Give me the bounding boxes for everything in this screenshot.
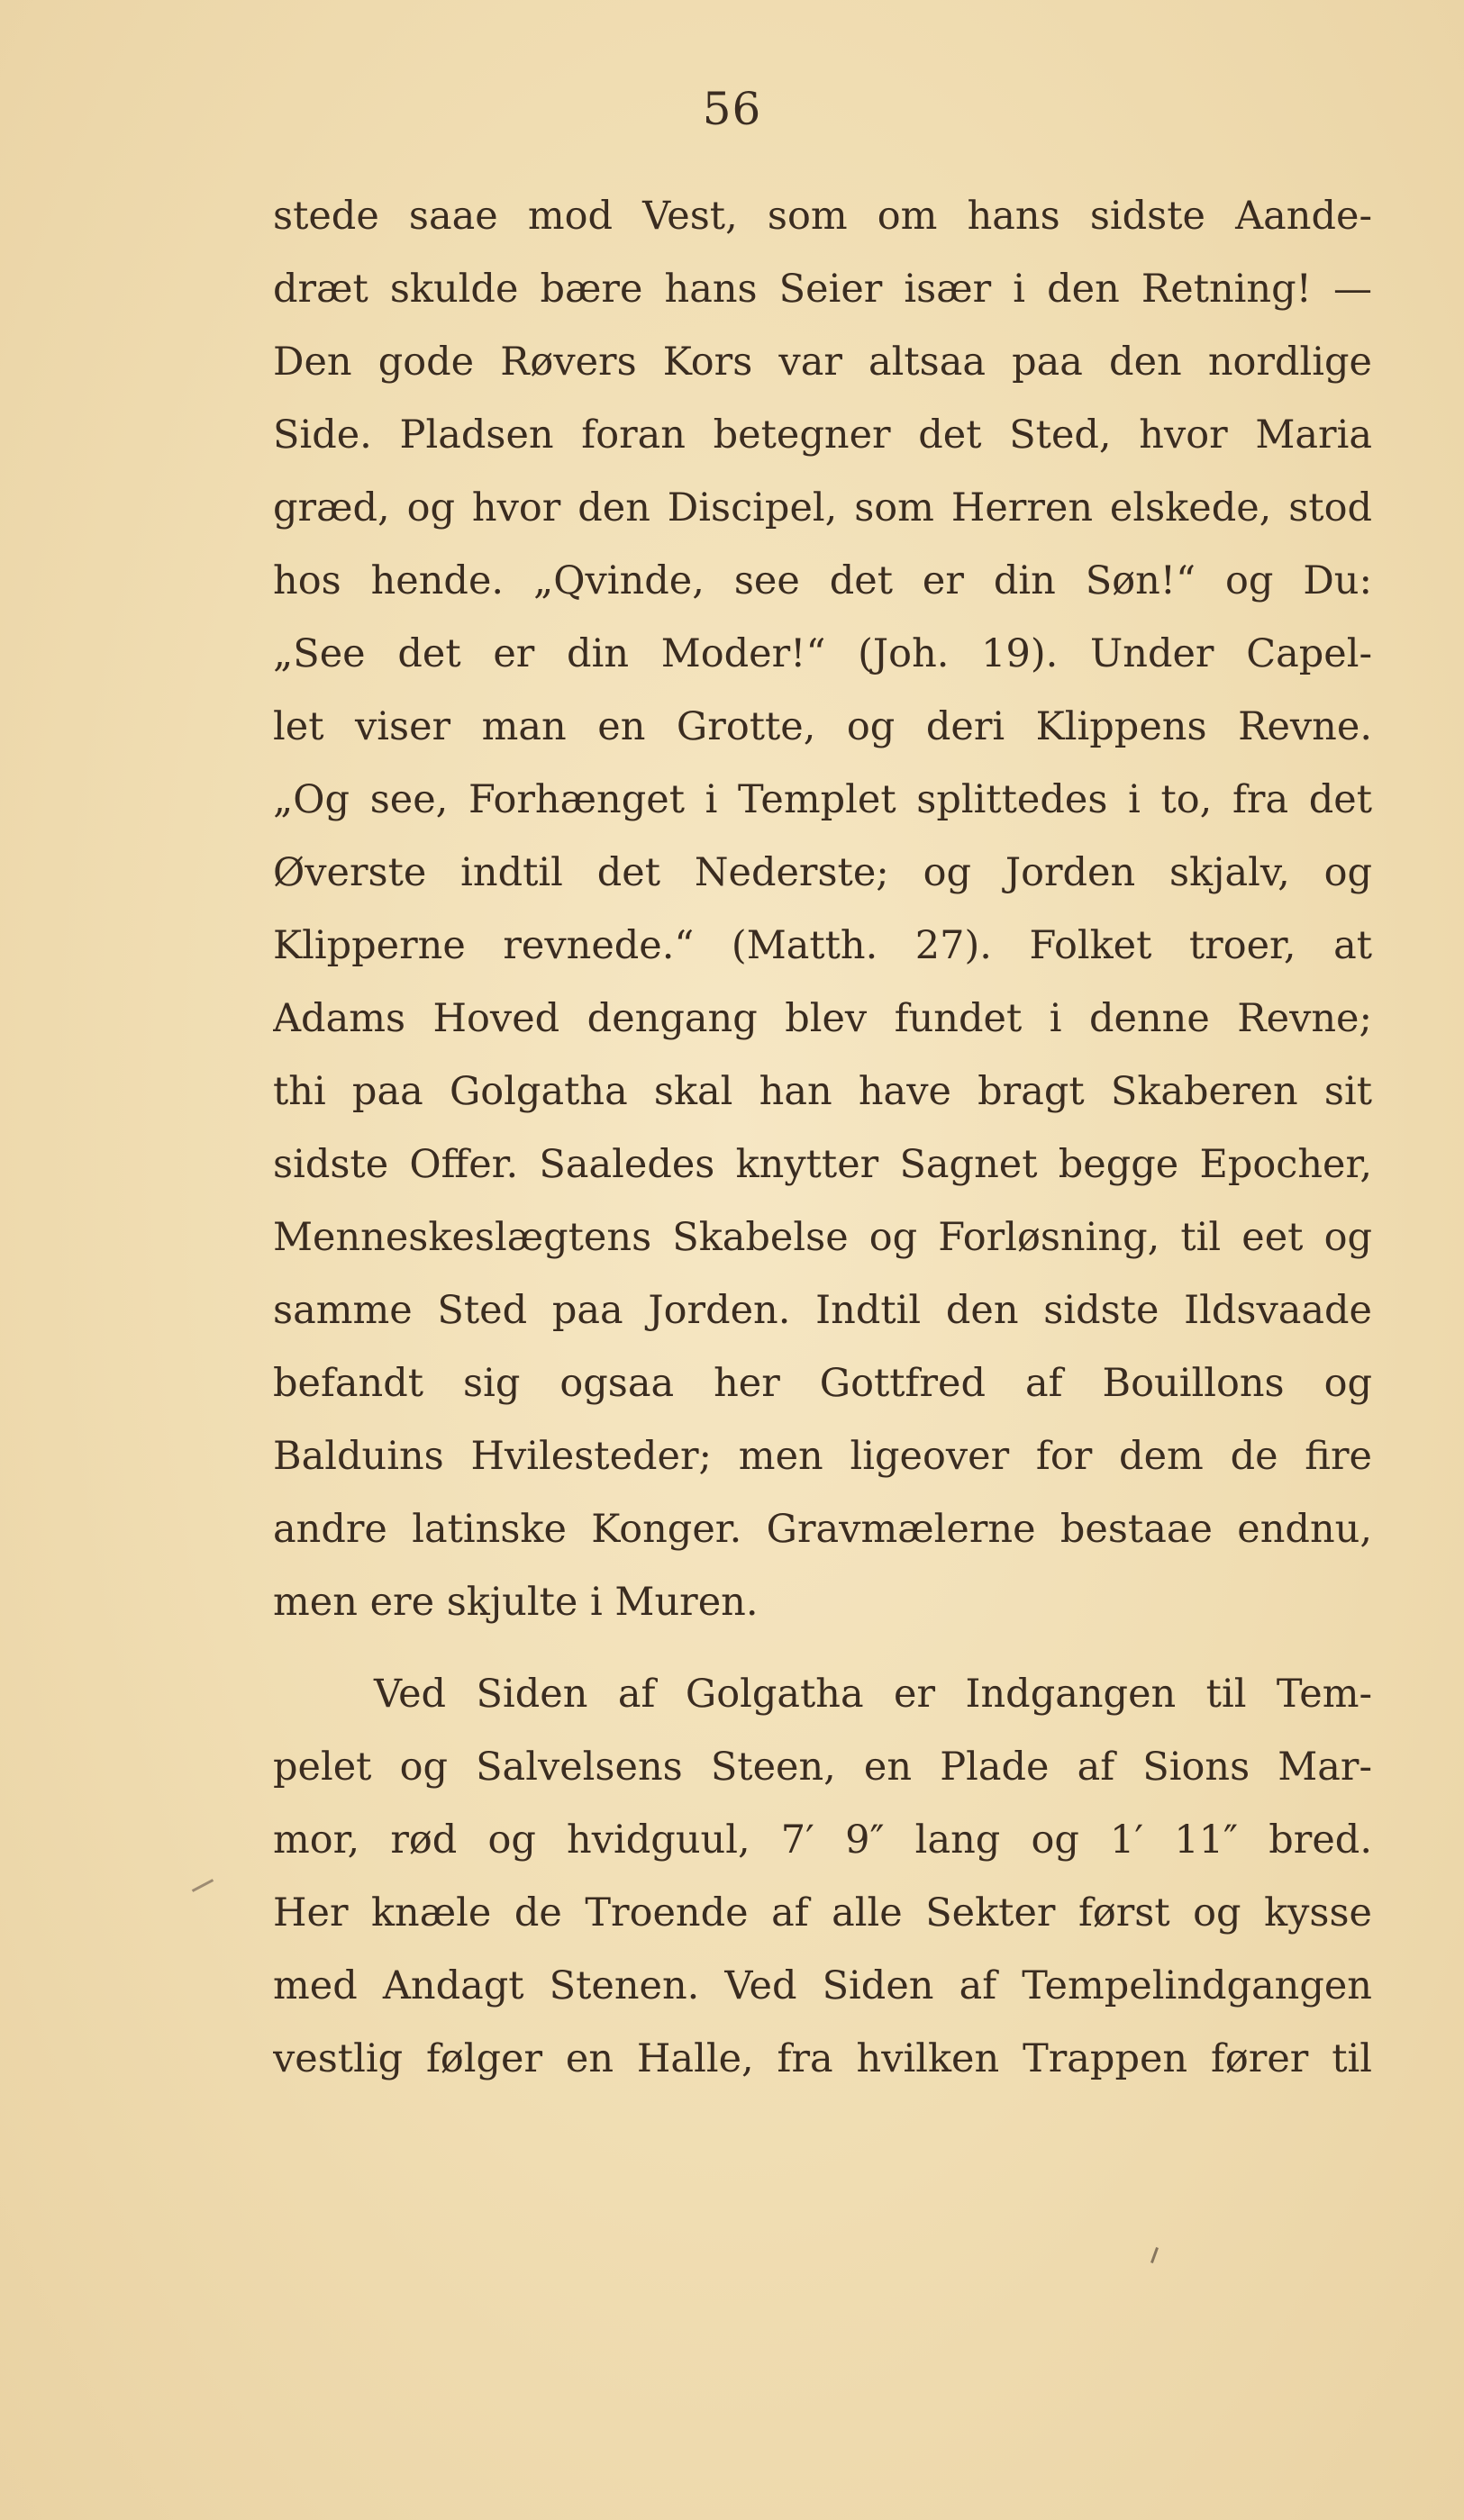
paragraph-gap xyxy=(273,1639,1372,1658)
text-line: Side. Pladsen foran betegner det Sted, hvor Maria xyxy=(273,412,1372,458)
text-line: Øverste indtil det Nederste; og Jorden skjalv, og xyxy=(273,850,1372,895)
text-line: Adams Hoved dengang blev fundet i denne Revne; xyxy=(273,996,1372,1041)
text-line: Ved Siden af Golgatha er Indgangen til Tem- xyxy=(374,1672,1372,1717)
text-line: græd, og hvor den Discipel, som Herren elskede, stod xyxy=(273,485,1372,530)
stray-ink-mark xyxy=(1150,2247,1159,2263)
text-line: dræt skulde bære hans Seier især i den Retning! — xyxy=(273,267,1372,312)
margin-pencil-mark xyxy=(192,1879,214,1892)
page-number: 56 xyxy=(702,83,762,135)
text-line: mor, rød og hvidguul, 7′ 9″ lang og 1′ 11″ bred. xyxy=(273,1817,1372,1863)
text-line: men ere skjulte i Muren. xyxy=(273,1580,759,1625)
text-line: andre latinske Konger. Gravmælerne bestaae endnu, xyxy=(273,1507,1372,1552)
text-line: Den gode Røvers Kors var altsaa paa den nordlige xyxy=(273,340,1372,385)
text-line: Her knæle de Troende af alle Sekter først og kysse xyxy=(273,1890,1372,1935)
text-line: let viser man en Grotte, og deri Klippens Revne. xyxy=(273,704,1372,749)
text-line: samme Sted paa Jorden. Indtil den sidste Ildsvaade xyxy=(273,1288,1372,1333)
text-line: hos hende. „Qvinde, see det er din Søn!“ og Du: xyxy=(273,558,1372,603)
text-line: vestlig følger en Halle, fra hvilken Trappen fører til xyxy=(273,2036,1372,2081)
text-line: „See det er din Moder!“ (Joh. 19). Under Capel- xyxy=(273,631,1372,676)
text-line: befandt sig ogsaa her Gottfred af Bouillons og xyxy=(273,1361,1372,1406)
text-line: Menneskeslægtens Skabelse og Forløsning, til eet og xyxy=(273,1215,1372,1260)
text-line: stede saae mod Vest, som om hans sidste Aande- xyxy=(273,194,1372,239)
text-line: thi paa Golgatha skal han have bragt Skaberen sit xyxy=(273,1069,1372,1114)
text-line: „Og see, Forhænget i Templet splittedes i to, fra det xyxy=(273,777,1372,822)
text-line: sidste Offer. Saaledes knytter Sagnet begge Epocher, xyxy=(273,1142,1372,1187)
text-line: med Andagt Stenen. Ved Siden af Tempelindgangen xyxy=(273,1963,1372,2008)
text-line: Klipperne revnede.“ (Matth. 27). Folket troer, at xyxy=(273,923,1372,968)
text-line: pelet og Salvelsens Steen, en Plade af Sions Mar- xyxy=(273,1745,1372,1790)
paragraph-1 xyxy=(273,180,1372,1639)
paragraph-2 xyxy=(273,1658,1372,2096)
text-line: Balduins Hvilesteder; men ligeover for dem de fire xyxy=(273,1434,1372,1479)
body-text xyxy=(273,180,1372,2096)
